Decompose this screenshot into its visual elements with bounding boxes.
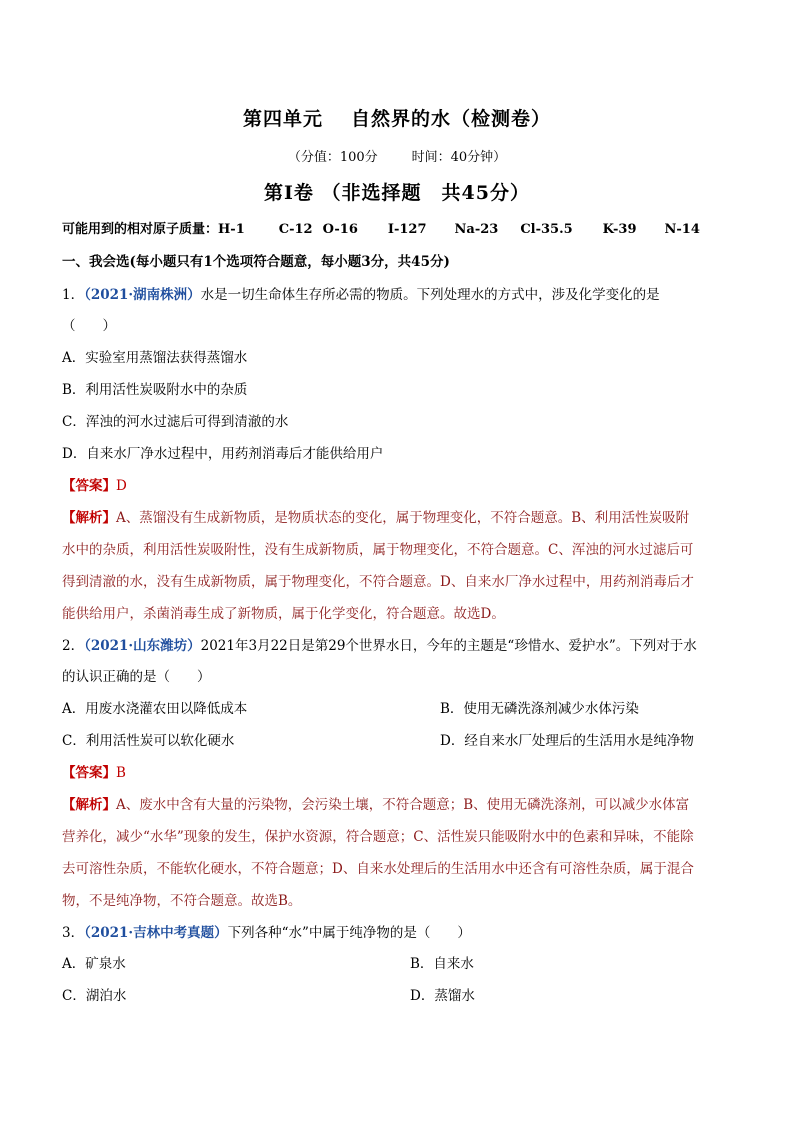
title-topic: 自然界的水（检测卷） — [351, 108, 552, 130]
question-3-option-b: B．自来水 — [410, 956, 474, 972]
mass-item: Na-23 — [454, 222, 499, 237]
question-2-option-a: A．用废水浇灌农田以降低成本 — [62, 701, 248, 717]
question-2-analysis-line: 去可溶性杂质，不能软化硬水，不符合题意；D、自来水处理后的生活用水中还含有可溶性杂质，属于混合 — [62, 861, 694, 877]
question-number: 3． — [62, 925, 85, 941]
question-2-option-b: B．使用无磷洗涤剂减少水体污染 — [440, 701, 639, 717]
question-2-analysis-line — [62, 793, 742, 813]
question-2-analysis-line: 营养化，减少“水华”现象的发生，保护水资源，符合题意；C、活性炭只能吸附水中的色素和异味，不能除 — [62, 829, 694, 845]
question-3-option-c: C．湖泊水 — [62, 988, 127, 1004]
mass-item: C-12 — [278, 222, 313, 237]
question-source: （2021·吉林中考真题） — [84, 925, 228, 941]
question-2-stem-cont: 的认识正确的是（ ） — [62, 669, 211, 685]
question-1-analysis-line: 水中的杂质，利用活性炭吸附性，没有生成新物质，属于物理变化，不符合题意。C、浑浊的河水过滤后可 — [62, 542, 694, 558]
question-3-option-d: D．蒸馏水 — [410, 988, 475, 1004]
mass-item: N-14 — [664, 222, 700, 237]
question-number: 1． — [62, 287, 85, 303]
question-2-answer — [62, 761, 742, 781]
analysis-tag: 【解析】 — [62, 510, 116, 526]
question-2-stem — [62, 634, 742, 654]
answer-tag: 【答案】 — [62, 478, 116, 494]
question-1-analysis-line: 得到清澈的水，没有生成新物质，属于物理变化，不符合题意。D、自来水厂净水过程中，用药剂消毒后才 — [62, 574, 694, 590]
question-2-options-row-2 — [62, 729, 742, 749]
question-number: 2． — [62, 638, 85, 654]
question-2-option-c: C．利用活性炭可以软化硬水 — [62, 733, 235, 749]
section-heading: 一、我会选(每小题只有1个选项符合题意，每小题3分，共45分) — [62, 254, 450, 270]
question-1-analysis-line: 能供给用户，杀菌消毒生成了新物质，属于化学变化，符合题意。故选D。 — [62, 606, 505, 622]
question-1-bracket: （ ） — [62, 318, 116, 334]
analysis-text: A、废水中含有大量的污染物，会污染土壤，不符合题意；B、使用无磷洗涤剂，可以减少水体富 — [116, 797, 690, 813]
answer-value: D — [116, 478, 127, 494]
mass-item: H-1 — [218, 222, 245, 237]
volume-total: 共45分） — [441, 182, 530, 204]
question-3-stem — [62, 921, 742, 941]
question-text: 水是一切生命体生存所必需的物质。下列处理水的方式中，涉及化学变化的是 — [200, 287, 660, 303]
question-source: （2021·湖南株洲） — [84, 287, 201, 303]
page-title — [0, 104, 794, 131]
time-info: 时间：40分钟） — [411, 150, 507, 165]
volume-label: 第Ⅰ卷 （非选择题 — [264, 182, 422, 204]
question-2-option-d: D．经自来水厂处理后的生活用水是纯净物 — [440, 733, 694, 749]
mass-item: K-39 — [602, 222, 637, 237]
mass-item: Cl-35.5 — [520, 222, 573, 237]
analysis-tag: 【解析】 — [62, 797, 116, 813]
exam-info — [0, 146, 794, 165]
question-text: 下列各种“水”中属于纯净物的是（ ） — [227, 925, 471, 941]
mass-item: O-16 — [322, 222, 358, 237]
answer-value: B — [116, 765, 126, 781]
question-2-options-row-1 — [62, 697, 742, 717]
question-3-options-row-1 — [62, 952, 742, 972]
question-text: 2021年3月22日是第29个世界水日，今年的主题是“珍惜水、爱护水”。下列对于水 — [200, 638, 697, 654]
volume-heading — [0, 178, 794, 205]
answer-tag: 【答案】 — [62, 765, 116, 781]
question-1-stem — [62, 283, 742, 303]
analysis-text: A、蒸馏没有生成新物质，是物质状态的变化，属于物理变化，不符合题意。B、利用活性炭吸附 — [116, 510, 690, 526]
question-1-option-b: B．利用活性炭吸附水中的杂质 — [62, 382, 248, 398]
mass-item: I-127 — [387, 222, 427, 237]
question-1-analysis-line — [62, 506, 742, 526]
question-source: （2021·山东潍坊） — [84, 638, 201, 654]
question-1-answer — [62, 474, 742, 494]
question-2-analysis-line: 物，不是纯净物，不符合题意。故选B。 — [62, 893, 302, 909]
question-1-option-a: A．实验室用蒸馏法获得蒸馏水 — [62, 350, 248, 366]
question-3-options-row-2 — [62, 984, 742, 1004]
question-3-option-a: A．矿泉水 — [62, 956, 126, 972]
question-1-option-d: D．自来水厂净水过程中，用药剂消毒后才能供给用户 — [62, 446, 384, 462]
atomic-masses — [62, 218, 742, 237]
title-unit: 第四单元 — [242, 108, 323, 130]
question-1-option-c: C．浑浊的河水过滤后可得到清澈的水 — [62, 414, 289, 430]
score-info: （分值：100分 — [287, 150, 378, 165]
masses-label: 可能用到的相对原子质量： — [62, 222, 219, 237]
